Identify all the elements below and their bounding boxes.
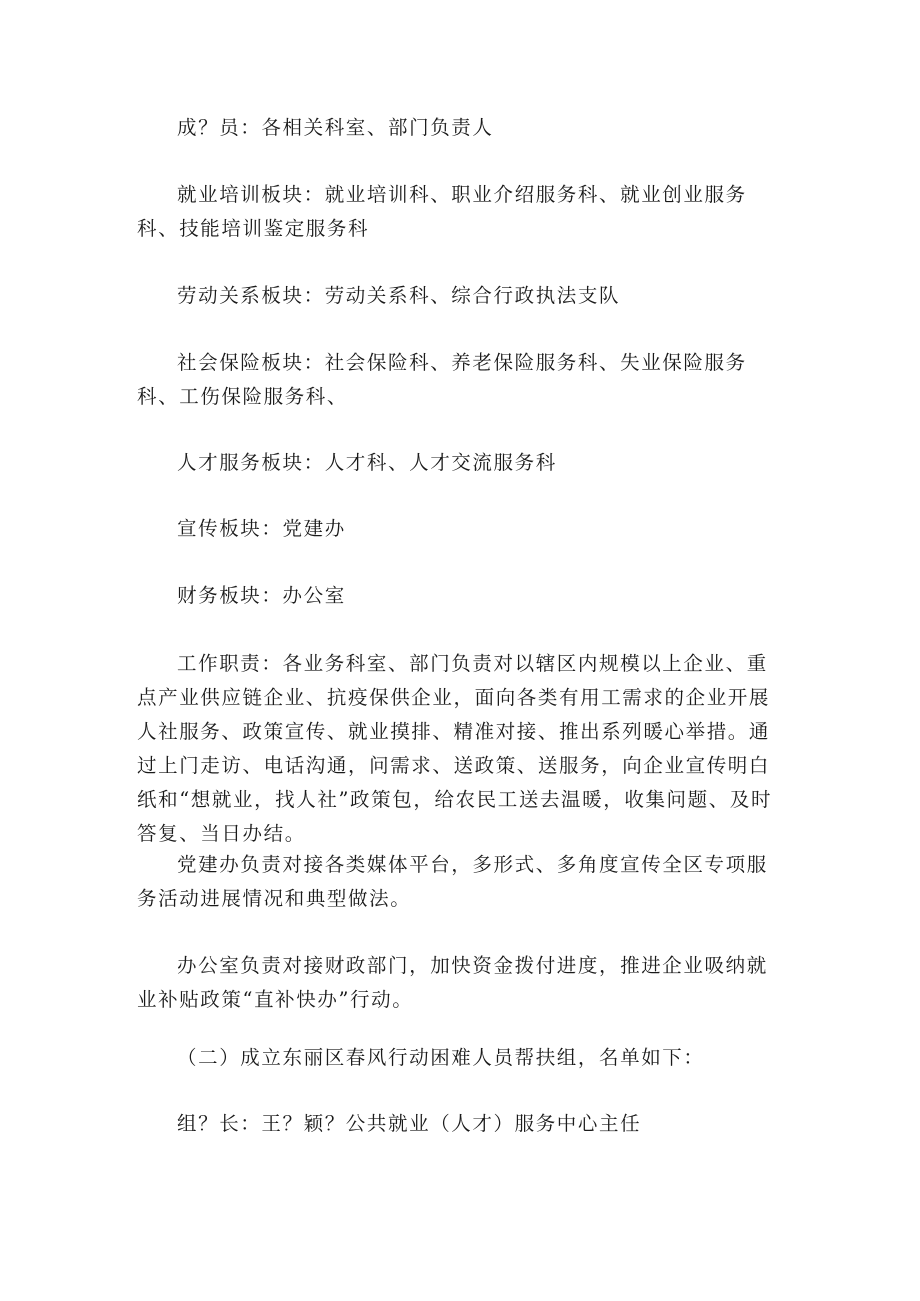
paragraph-publicity: 宣传板块：党建办 [177,517,346,540]
paragraph-employment-training: 就业培训板块：就业培训科、职业介绍服务科、就业创业服务科、技能培训鉴定服务科 [137,183,747,240]
paragraph-members: 成？员：各相关科室、部门负责人 [177,116,494,139]
paragraph-party-office: 党建办负责对接各类媒体平台，多形式、多角度宣传全区专项服务活动进展情况和典型做法。 [137,853,768,910]
paragraph-work-duties: 工作职责：各业务科室、部门负责对以辖区内规模以上企业、重点产业供应链企业、抗疫保供企业，面向各类有用工需求的企业开展人社服务、政策宣传、就业摸排、精准对接、推出系列暖心举措。通过上门走访、电话沟通，问需求、送政策、送服务，向企业宣传明白纸和“想就业，找人社”政策包，给农民工送去温暖，收集问题、及时答复、当日办结。 [137,652,773,845]
paragraph-social-insurance: 社会保险板块：社会保险科、养老保险服务科、失业保险服务科、工伤保险服务科、 [137,351,747,408]
paragraph-finance: 财务板块：办公室 [177,584,346,607]
paragraph-group-leader: 组？长：王？颖？公共就业（人才）服务中心主任 [177,1112,642,1135]
paragraph-general-office: 办公室负责对接财政部门，加快资金拨付进度，推进企业吸纳就业补贴政策“直补快办”行动。 [137,954,768,1011]
paragraph-talent-services: 人才服务板块：人才科、人才交流服务科 [177,451,557,474]
section-heading-assistance-group: （二）成立东丽区春风行动困难人员帮扶组，名单如下： [177,1046,705,1069]
paragraph-labor-relations: 劳动关系板块：劳动关系科、综合行政执法支队 [177,284,621,307]
